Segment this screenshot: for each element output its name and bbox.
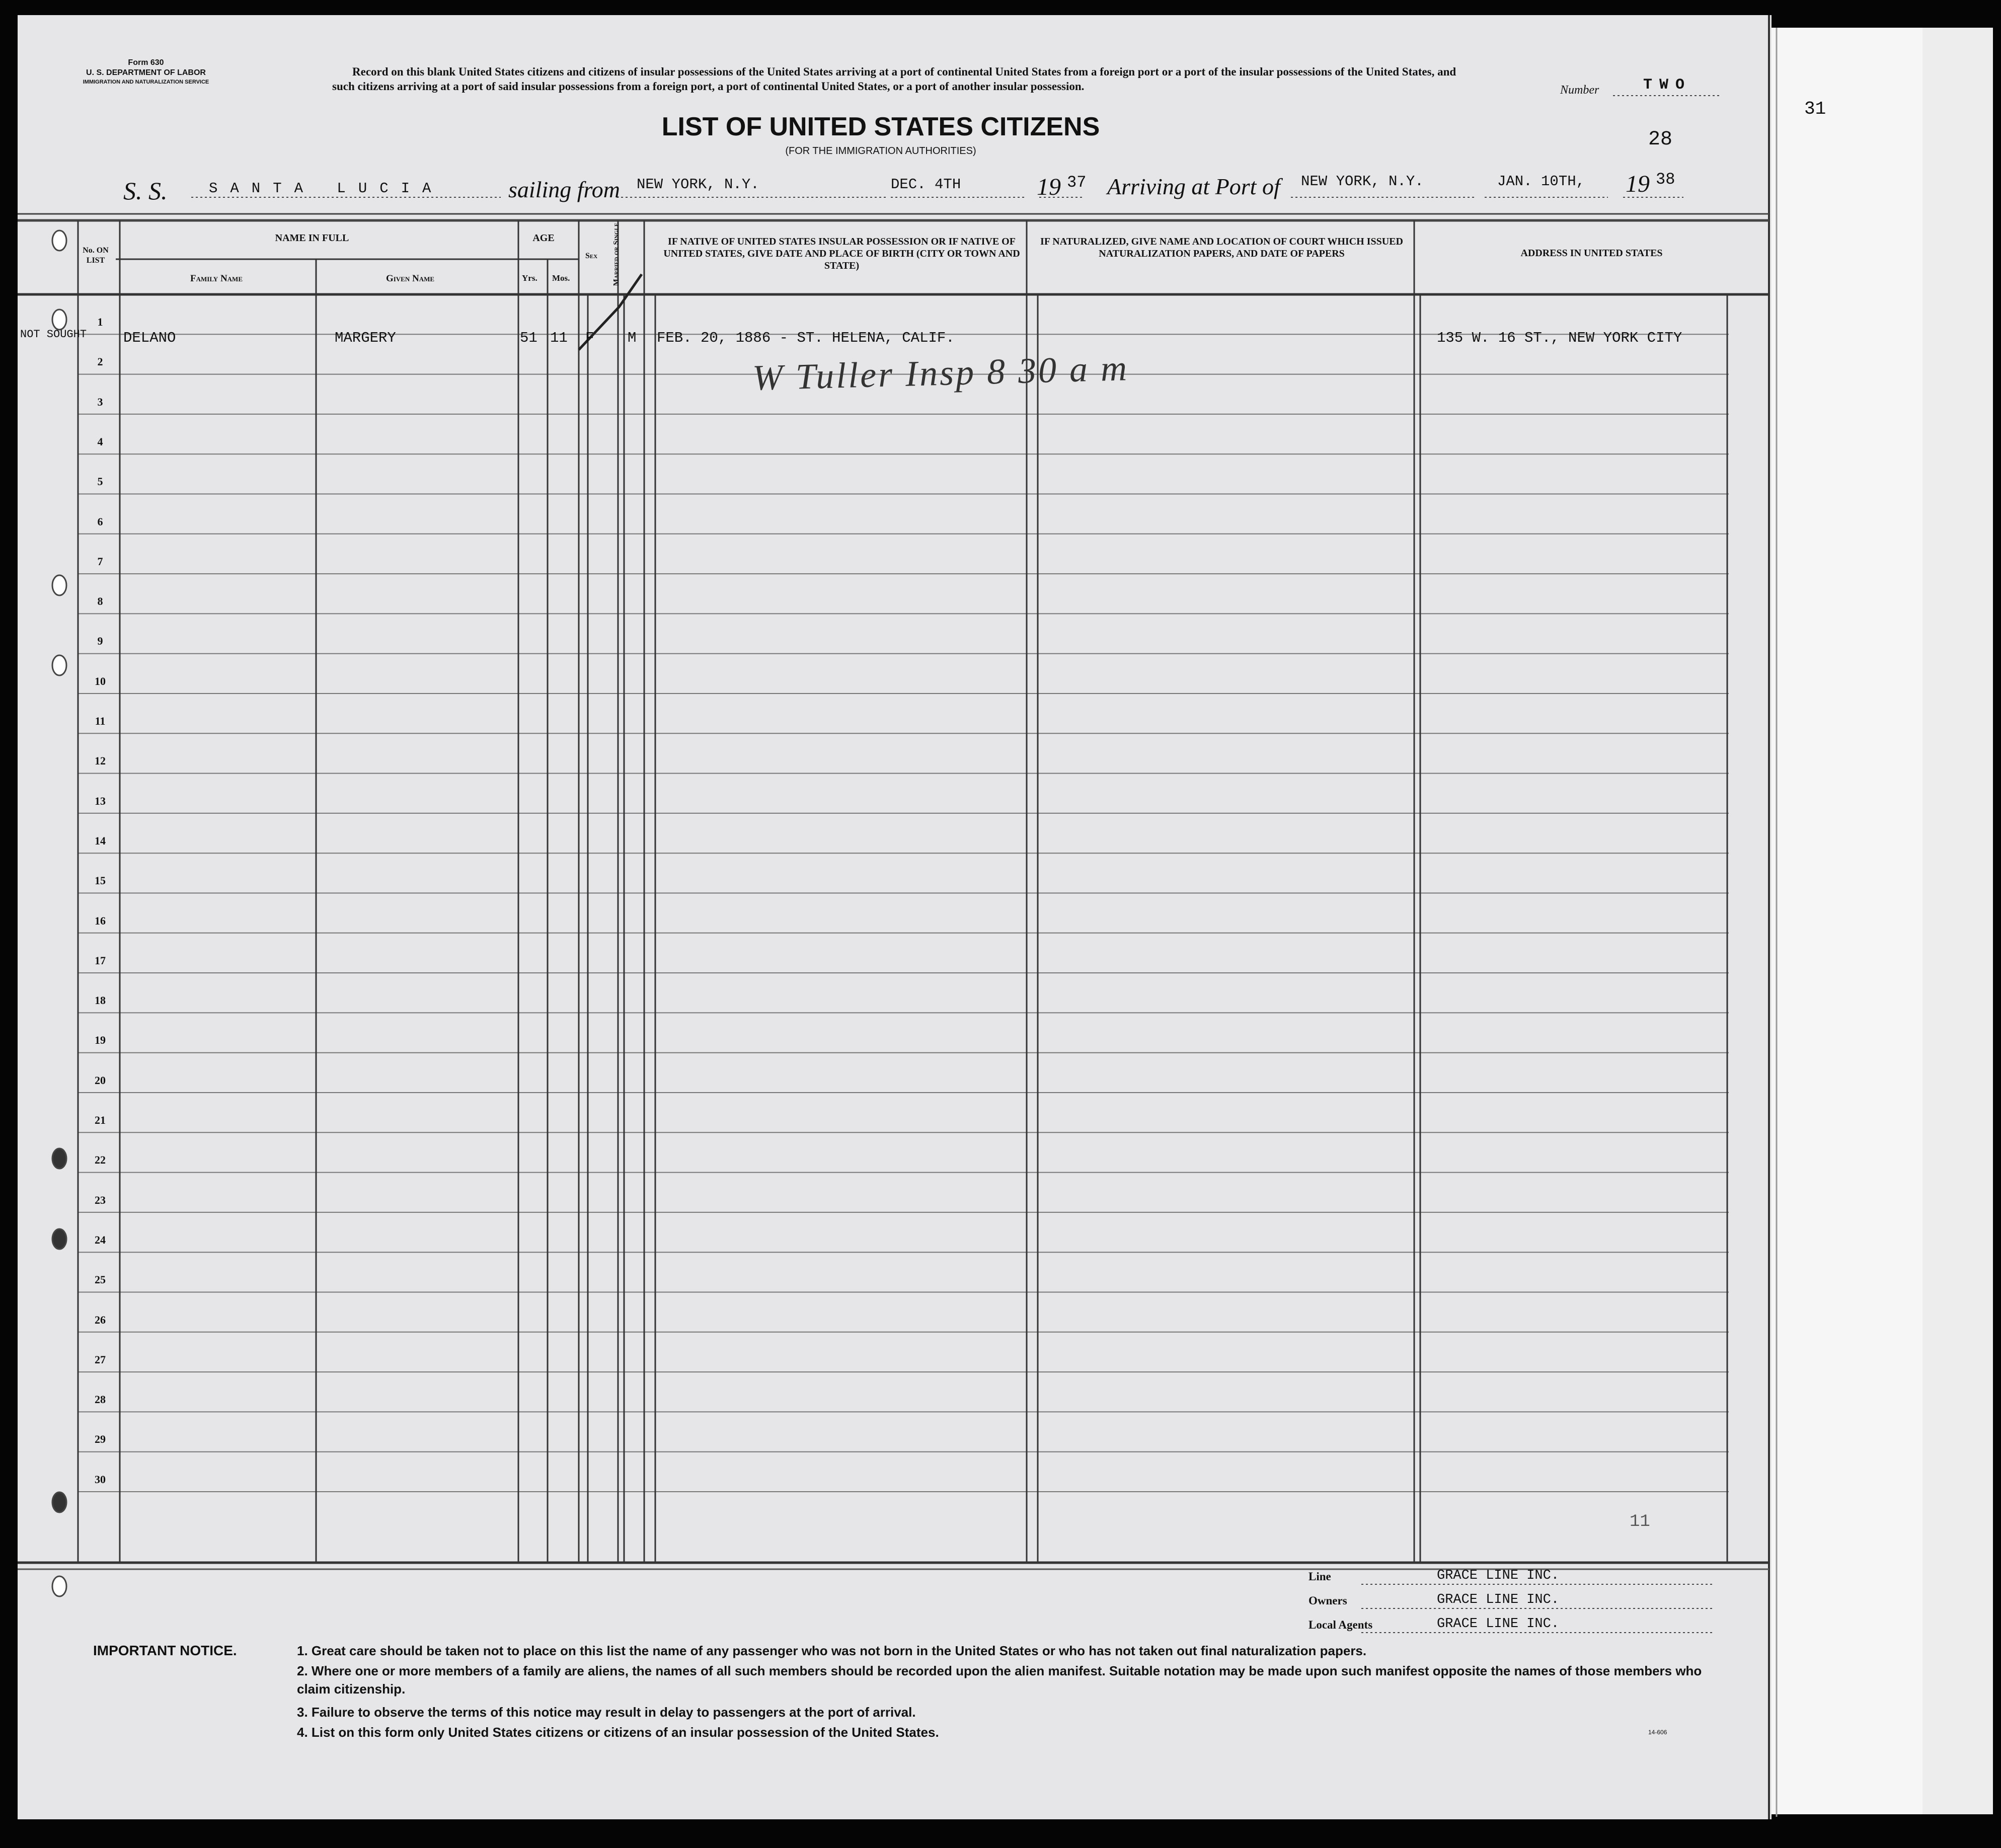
not-sought-stamp: NOT SOUGHT (20, 328, 87, 341)
row-number: 18 (95, 994, 106, 1007)
arrival-date: JAN. 10TH, (1497, 173, 1585, 190)
col-header-sex: Sex (585, 252, 598, 260)
row-number: 1 (97, 316, 103, 328)
row-number: 14 (95, 834, 106, 847)
sail-year-prefix: 19 (1037, 174, 1061, 200)
address-cell: 135 W. 16 ST., NEW YORK CITY (1437, 330, 1682, 346)
col-header-age: AGE (532, 233, 555, 244)
row-number: 8 (97, 595, 103, 608)
birth-date-place-cell: FEB. 20, 1886 - ST. HELENA, CALIF. (657, 330, 955, 346)
col-header-married-single: Married or Single (612, 222, 621, 286)
row-number: 13 (95, 794, 106, 807)
row-number: 26 (95, 1313, 106, 1326)
row-number: 9 (97, 635, 103, 648)
row-number: 27 (95, 1353, 106, 1366)
col-header-no: No. ON LIST (83, 246, 109, 265)
row-number: 16 (95, 914, 106, 927)
notice-3: 3. Failure to observe the terms of this notice may result in delay to passengers at the port of arrival. (297, 1705, 916, 1720)
arrival-year: 38 (1656, 170, 1675, 189)
row-number: 12 (95, 754, 106, 767)
notice-1: 1. Great care should be taken not to place on this list the name of any passenger who was not born in the United States or who has not taken out final naturalization papers. (297, 1643, 1367, 1658)
family-name-cell: DELANO (123, 330, 176, 346)
row-number: 17 (95, 954, 106, 967)
sailing-from-label: sailing from (508, 177, 620, 202)
line-label: Line (1309, 1570, 1331, 1583)
row-number: 4 (97, 435, 103, 448)
given-name-cell: MARGERY (335, 330, 396, 346)
number-value: TWO (1643, 76, 1692, 94)
row-number: 24 (95, 1233, 106, 1246)
col-header-yrs: Yrs. (522, 273, 537, 283)
agents-value: GRACE LINE INC. (1437, 1616, 1560, 1632)
marital-status-cell: M (628, 330, 637, 346)
col-header-naturalized: IF NATURALIZED, GIVE NAME AND LOCATION OF COURT WHICH ISSUED NATURALIZATION PAPERS, AND DATE OF PAPERS (1040, 236, 1403, 259)
row-number: 10 (95, 674, 106, 687)
col-header-family-name: Family Name (190, 273, 243, 284)
sail-year: 37 (1067, 173, 1087, 192)
notice-4: 4. List on this form only United States citizens or citizens of an insular possession of the United States. (297, 1725, 939, 1740)
form-instructions: Record on this blank United States citizens and citizens of insular possessions of the United States arriving at a port of continental United States from a foreign port or a port of the insular possessions of the United States, and such citizens arriving at a port of said insular possessions from a foreign port, a port of continental United States, or a port of another insular possession. (332, 65, 1456, 93)
row-number: 25 (95, 1273, 106, 1286)
corner-number: 31 (1804, 99, 1826, 119)
row-number: 21 (95, 1114, 106, 1126)
arrival-port: NEW YORK, N.Y. (1301, 173, 1424, 190)
row-number: 22 (95, 1153, 106, 1167)
row-number: 23 (95, 1193, 106, 1206)
ss-label: S. S. (123, 177, 168, 205)
service-name: IMMIGRATION AND NATURALIZATION SERVICE (83, 79, 209, 85)
row-number: 30 (95, 1473, 106, 1486)
page-subtitle: (FOR THE IMMIGRATION AUTHORITIES) (785, 145, 976, 157)
row-number: 15 (95, 874, 106, 887)
agents-label: Local Agents (1309, 1619, 1373, 1631)
important-notice-title: IMPORTANT NOTICE. (93, 1643, 237, 1658)
row-number: 19 (95, 1034, 106, 1047)
owners-label: Owners (1309, 1594, 1347, 1607)
age-months-cell: 11 (550, 330, 568, 346)
col-header-name-in-full: NAME IN FULL (275, 233, 349, 244)
row-number: 2 (97, 355, 103, 368)
notice-2: 2. Where one or more members of a family are aliens, the names of all such members should be recorded upon the alien manifest. Suitable notation may be made upon such manifest opposite the names of those members who claim citizenship. (297, 1663, 1702, 1697)
arrival-year-prefix: 19 (1626, 171, 1650, 197)
line-value: GRACE LINE INC. (1437, 1568, 1560, 1583)
col-header-native: IF NATIVE OF UNITED STATES INSULAR POSSESSION OR IF NATIVE OF UNITED STATES, GIVE DATE AND PLACE OF BIRTH (CITY OR TOWN AND STATE) (663, 236, 1020, 271)
col-header-address: ADDRESS IN UNITED STATES (1520, 248, 1663, 259)
sheet-page-number: 28 (1648, 128, 1673, 151)
row-number: 7 (97, 555, 103, 568)
age-years-cell: 51 (520, 330, 537, 346)
row-number: 29 (95, 1433, 106, 1446)
form-sheet (18, 15, 1772, 1819)
form-number: Form 630 (128, 58, 164, 67)
printer-code: 14-606 (1648, 1729, 1667, 1736)
margin-number: 11 (1630, 1512, 1650, 1531)
ship-name: SANTA LUCIA (209, 180, 444, 197)
row-number: 5 (97, 475, 103, 488)
inspector-handwritten-note: W Tuller Insp 8 30 a m (752, 348, 1129, 398)
department-name: U. S. DEPARTMENT OF LABOR (86, 68, 206, 77)
row-number: 20 (95, 1073, 106, 1087)
owners-value: GRACE LINE INC. (1437, 1592, 1560, 1607)
sailing-from-port: NEW YORK, N.Y. (637, 176, 759, 193)
col-header-mos: Mos. (552, 273, 570, 283)
sex-cell: F (585, 330, 594, 346)
number-label: Number (1560, 84, 1599, 97)
sail-date: DEC. 4TH (891, 176, 961, 193)
arriving-label: Arriving at Port of (1107, 174, 1280, 199)
page-title: LIST OF UNITED STATES CITIZENS (661, 112, 1100, 141)
col-header-given-name: Given Name (386, 273, 435, 284)
row-number: 3 (97, 395, 103, 408)
row-number: 28 (95, 1393, 106, 1406)
row-number: 6 (97, 515, 103, 528)
row-number: 11 (95, 715, 106, 727)
